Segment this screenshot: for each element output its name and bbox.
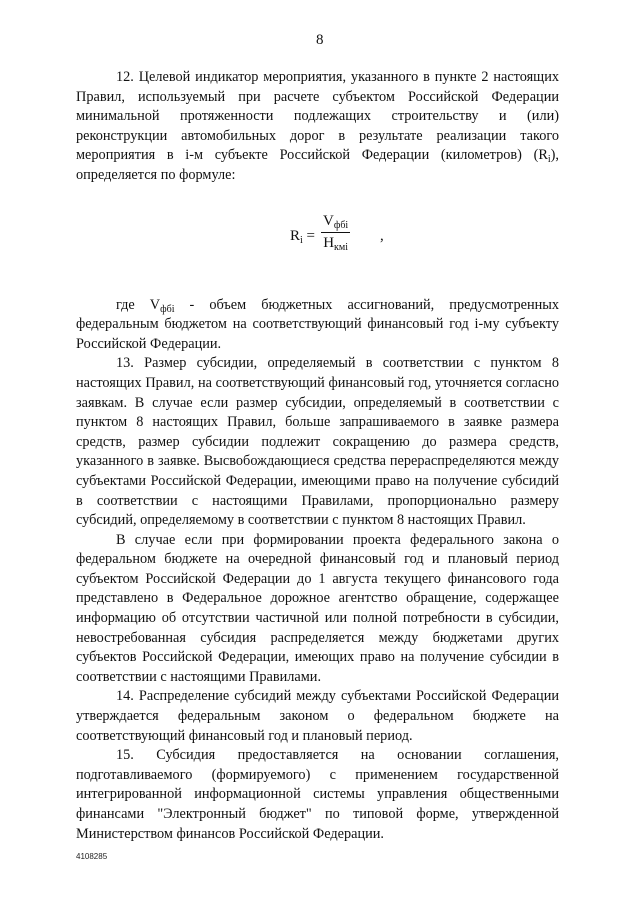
formula: [76, 210, 559, 266]
formula-lhs-sub: i: [300, 234, 303, 246]
formula-num-sub: фбi: [333, 219, 349, 231]
paragraph-14: 14. Распределение субсидий между субъектами Российской Федерации утверждается федеральным законом о федеральном бюджете на соответствующий финансовый год и плановый период.: [76, 688, 559, 744]
where-sub: фбi: [160, 303, 175, 315]
document-code: 4108285: [76, 852, 108, 861]
r-subscript: i: [547, 154, 551, 166]
formula-lhs: [290, 227, 315, 247]
paragraph-15: 15. Субсидия предоставляется на основании соглашения, подготавливаемого (формируемого) с применением государственной интегрированной информационной системы управления общественными финансами "Электронный бюджет" по типовой форме, утвержденной Министерством финансов Российской Федерации.: [76, 747, 559, 842]
paragraph-12: [76, 68, 559, 186]
where-rest: - объем бюджетных ассигнований, предусмотренных федеральным бюджетом на соответствующий финансовый год i-му субъекту Российской Федерации.: [76, 296, 559, 352]
formula-fraction: [321, 212, 350, 254]
formula-num-symbol: V: [323, 212, 334, 229]
where-lead: где V: [116, 296, 161, 313]
document-body: [76, 68, 559, 844]
paragraph-13: 13. Размер субсидии, определяемый в соответствии с пунктом 8 настоящих Правил, на соответствующий финансовый год, уточняется согласно заявкам. В случае если размер субсидии, определяемый в соответствии с пунктом 8 настоящих Правил, больше запрашиваемого в заявке размера средств, размер субсидии подлежит сокращению до размера средств, указанного в заявке. Высвобождающиеся средства перераспределяются между субъектами Российской Федерации, имеющими право на получение субсидий в соответствии с настоящими Правилами, пропорционально размеру субсидий, определяемому в соответствии с пунктом 8 настоящих Правил.: [76, 355, 559, 529]
formula-comma: ,: [380, 227, 384, 244]
paragraph-12-text: 12. Целевой индикатор мероприятия, указанного в пункте 2 настоящих Правил, используемый при расчете субъектом Российской Федерации минимальной протяженности подлежащих строительству и (или) реконструкции автомобильных дорог в результате реализации такого мероприятия в i-м субъекте Российской Федерации (километров) (R: [76, 69, 559, 164]
formula-lhs-symbol: R: [290, 227, 301, 244]
formula-den-symbol: H: [323, 235, 335, 252]
formula-equals: =: [302, 227, 316, 244]
paragraph-13-continued: В случае если при формировании проекта федерального закона о федеральном бюджете на очередной финансовый год и плановый период субъектом Российской Федерации до 1 августа текущего финансового года представлено в Федеральное дорожное агентство обращение, содержащее информацию об отсутствии частичной или полной потребности в субсидии, невостребованная субсидия распределяется между бюджетами других субъектов Российской Федерации, имеющих право на получение субсидии в соответствии с настоящими Правилами.: [76, 531, 559, 685]
page-number: 8: [316, 32, 324, 48]
paragraph-12-tail: ), определяется по формуле:: [76, 147, 559, 183]
where-clause: [76, 296, 559, 355]
formula-numerator: [321, 212, 350, 234]
formula-den-sub: кмi: [334, 242, 348, 254]
formula-denominator: [321, 233, 350, 254]
